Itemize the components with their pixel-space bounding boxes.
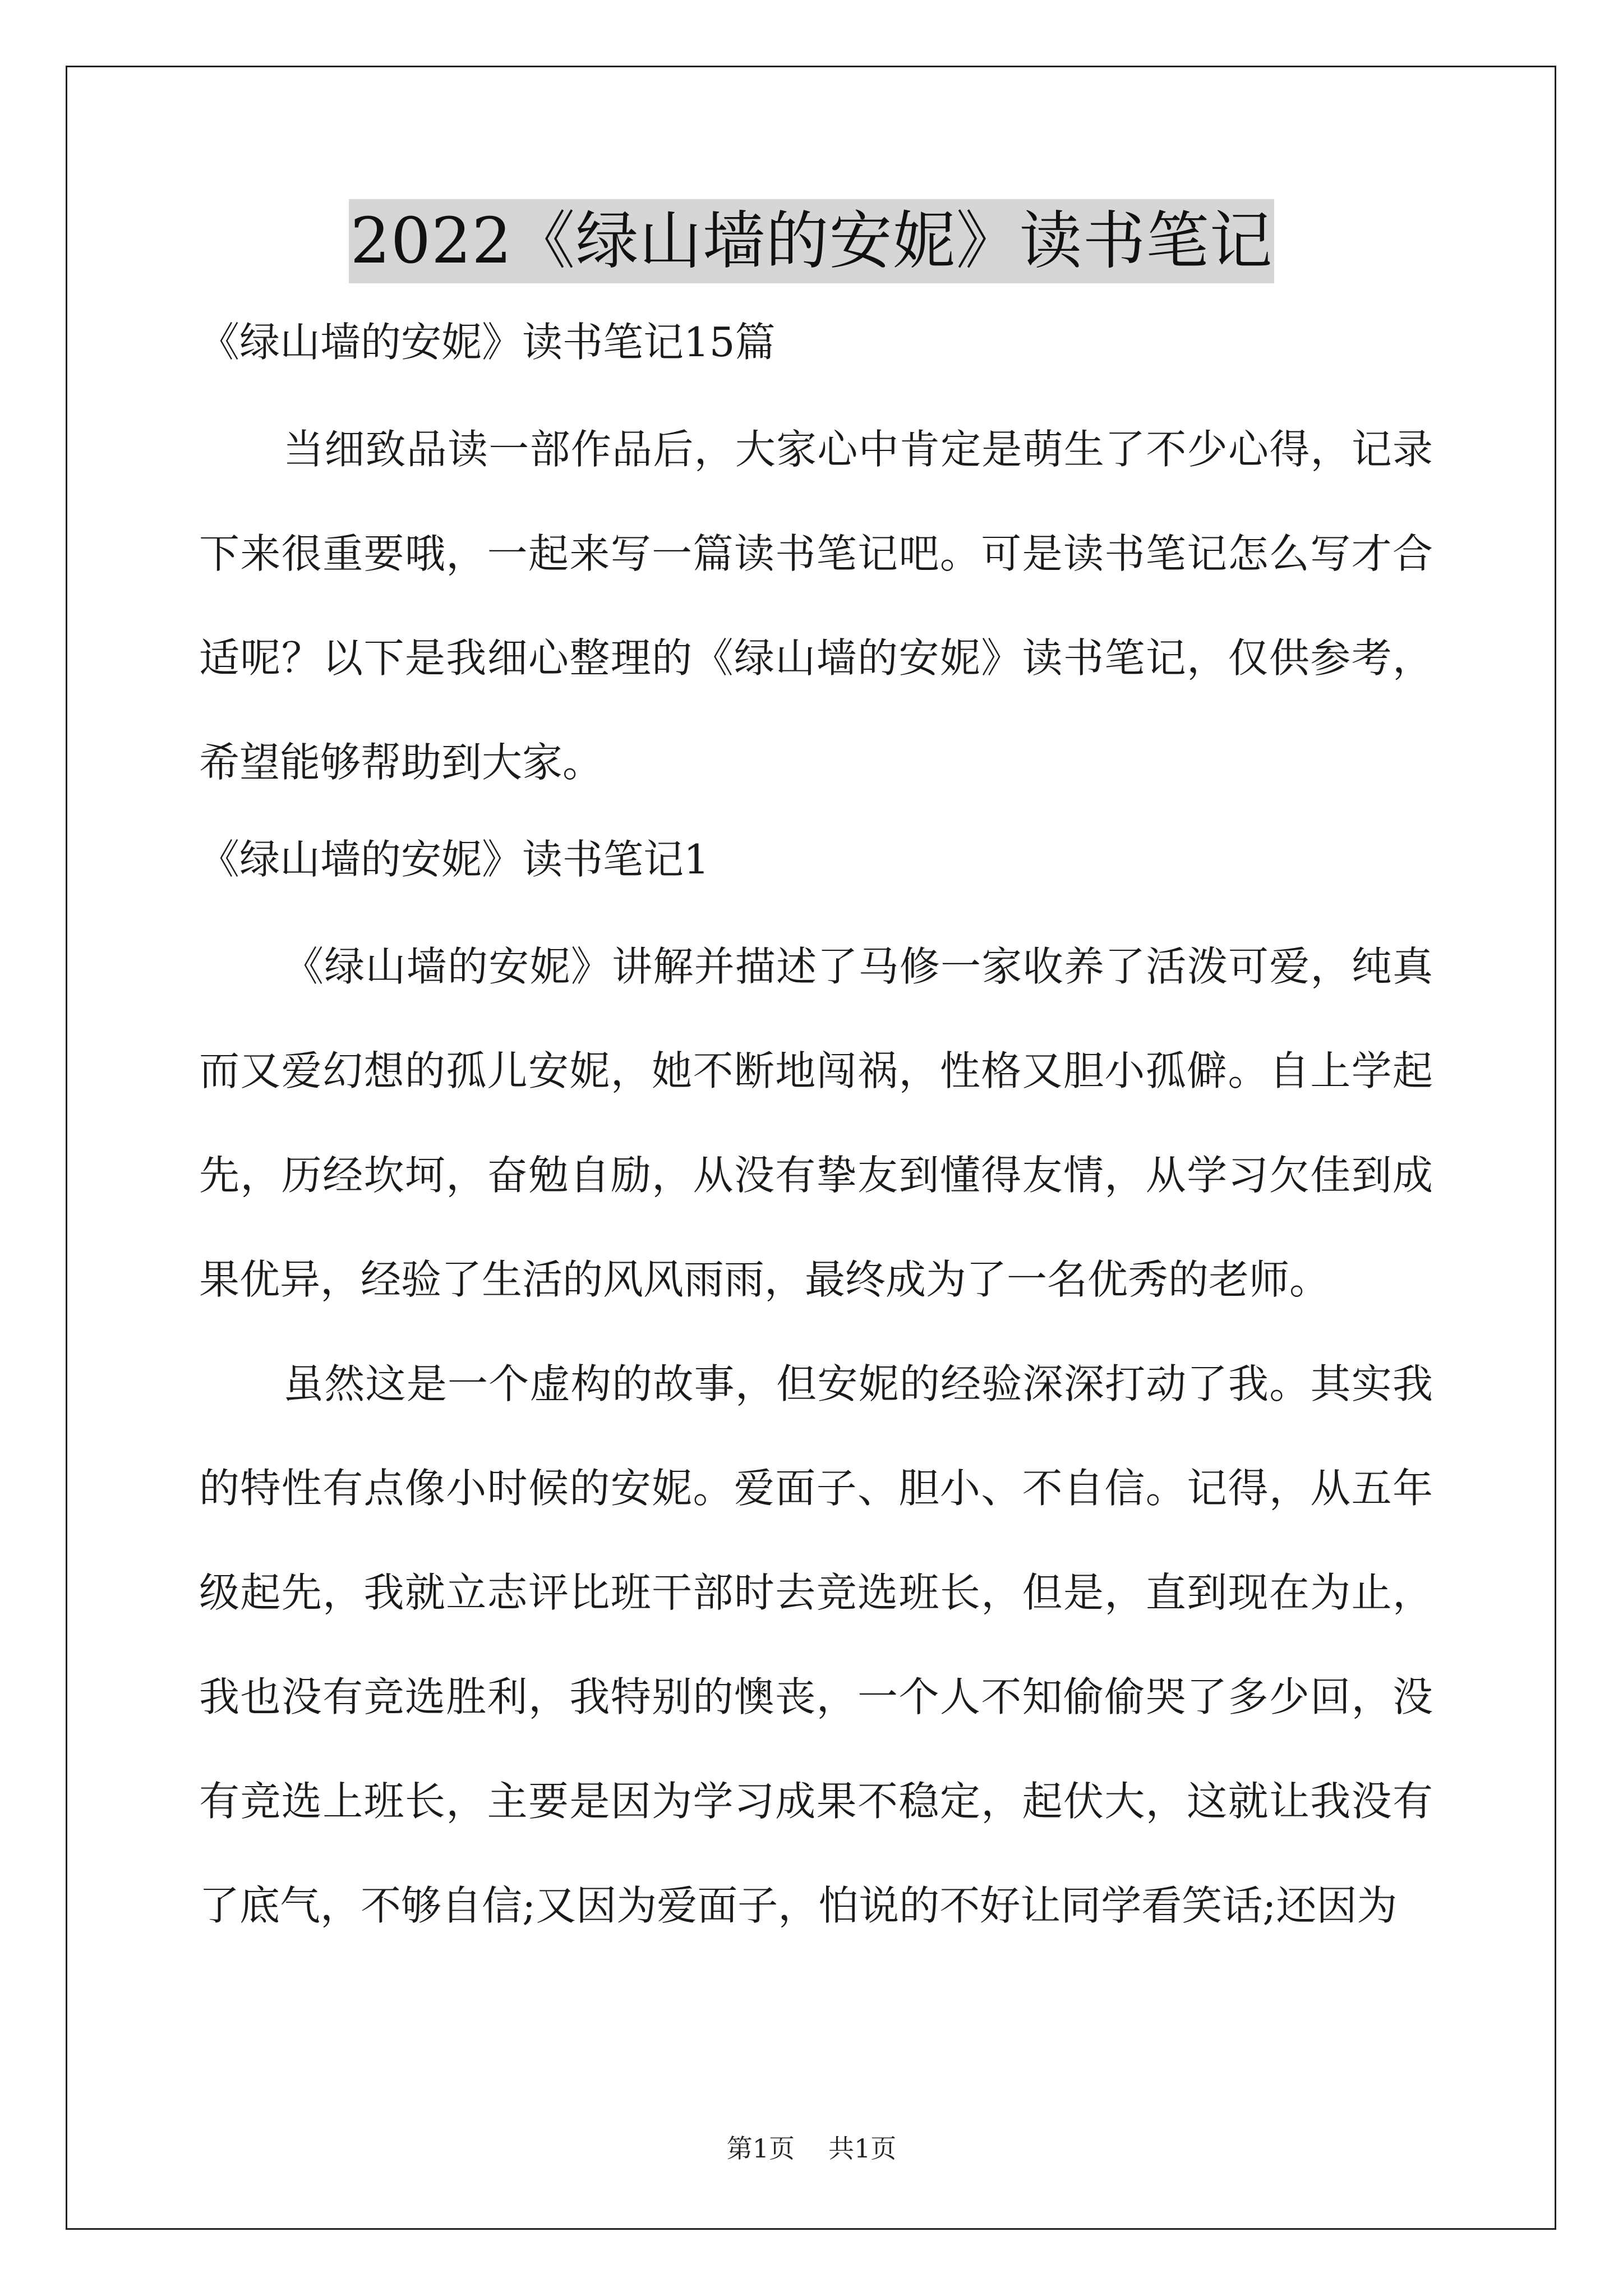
document-body (199, 297, 1433, 1958)
document-title: 2022《绿山墙的安妮》读书笔记 (349, 199, 1274, 283)
section-heading: 《绿山墙的安妮》读书笔记1 (199, 836, 709, 883)
section-paragraph: 《绿山墙的安妮》讲解并描述了马修一家收养了活泼可爱，纯真而又爱幻想的孤儿安妮，她不断地闯祸，性格又胆小孤僻。自上学起先，历经坎坷，奋勉自励，从没有挚友到懂得友情，从学习欠佳到成果优异，经验了生活的风风雨雨，最终成为了一名优秀的老师。 (199, 943, 1433, 1303)
title-container (0, 199, 1623, 283)
page-total: 共1页 (828, 2133, 897, 2164)
intro-paragraph: 当细致品读一部作品后，大家心中肯定是萌生了不少心得，记录下来很重要哦，一起来写一篇读书笔记吧。可是读书笔记怎么写才合适呢？以下是我细心整理的《绿山墙的安妮》读书笔记，仅供参考，希望能够帮助到大家。 (199, 426, 1433, 786)
document-subtitle: 《绿山墙的安妮》读书笔记15篇 (199, 319, 776, 366)
page-footer (0, 2132, 1623, 2165)
section-paragraph: 虽然这是一个虚构的故事，但安妮的经验深深打动了我。其实我的特性有点像小时候的安妮。爱面子、胆小、不自信。记得，从五年级起先，我就立志评比班干部时去竞选班长，但是，直到现在为止，我也没有竞选胜利，我特别的懊丧，一个人不知偷偷哭了多少回，没有竞选上班长，主要是因为学习成果不稳定，起伏大，这就让我没有了底气，不够自信;又因为爱面子，怕说的不好让同学看笑话;还因为 (199, 1360, 1433, 1929)
page-number: 第1页 (726, 2133, 795, 2164)
